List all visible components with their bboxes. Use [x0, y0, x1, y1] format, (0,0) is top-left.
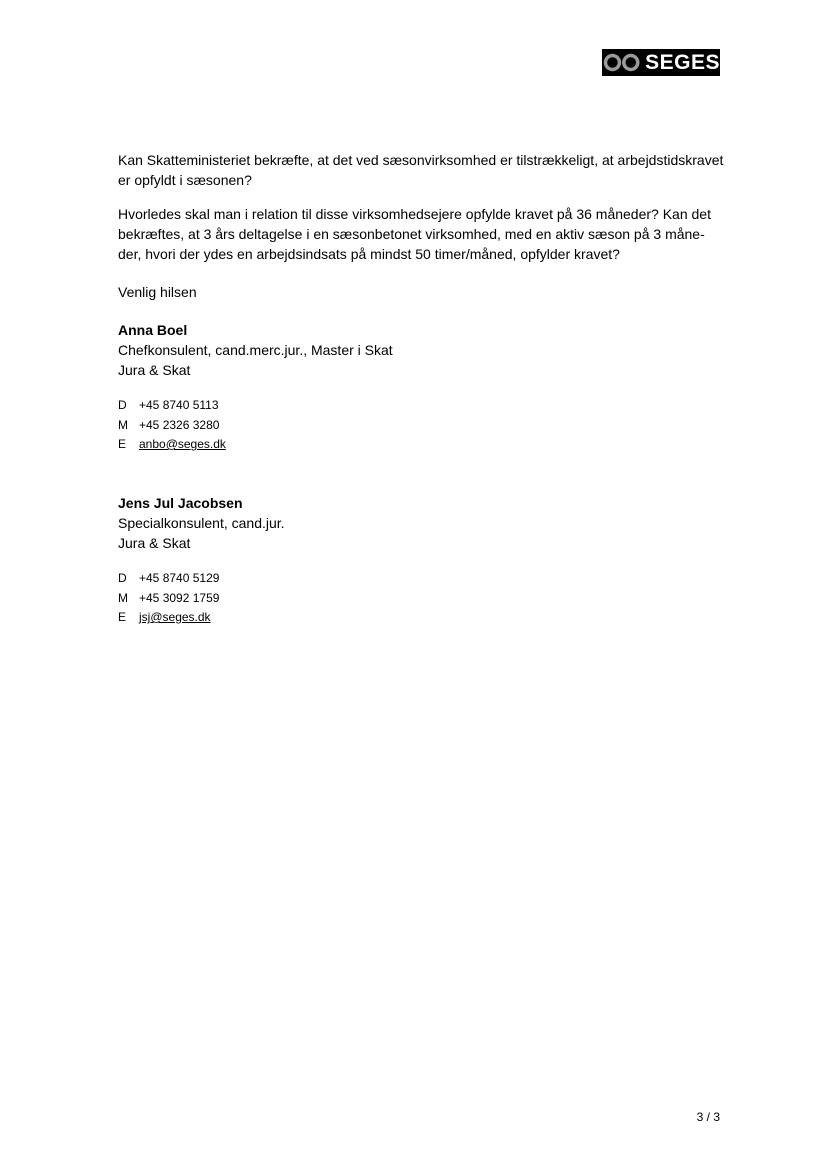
contact-list	[118, 396, 226, 455]
text-line: Hvorledes skal man i relation til disse virksomhedsejere opfylde kravet på 36 måneder? Kan det	[118, 206, 711, 222]
page-number: 3 / 3	[696, 1110, 720, 1124]
text-line: Kan Skatteministeriet bekræfte, at det ved sæsonvirksomhed er tilstrækkeligt, at arbejdstidskravet	[118, 152, 724, 168]
body-paragraph	[118, 204, 722, 264]
contact-phone-mobile: +45 2326 3280	[139, 417, 220, 432]
seges-logo-text: SEGES	[645, 51, 720, 74]
seges-logo	[602, 49, 720, 76]
text-line: bekræftes, at 3 års deltagelse i en sæsonbetonet virksomhed, med en aktiv sæson på 3 måne-	[118, 226, 705, 242]
contact-list	[118, 569, 219, 628]
contact-row-email	[118, 435, 226, 455]
contact-label: D	[118, 571, 127, 585]
contact-row-direct	[118, 569, 219, 589]
seges-logo-emblem-icon	[602, 49, 642, 76]
signature-block	[118, 493, 285, 553]
closing-greeting	[118, 282, 722, 302]
email-link[interactable]: anbo@seges.dk	[139, 437, 226, 451]
signature-title: Specialkonsulent, cand.jur.	[118, 515, 285, 531]
signature-department: Jura & Skat	[118, 362, 191, 378]
contact-label: E	[118, 437, 127, 451]
contact-label: E	[118, 610, 127, 624]
contact-row-mobile	[118, 416, 226, 436]
signature-department: Jura & Skat	[118, 535, 191, 551]
contact-row-mobile	[118, 589, 219, 609]
signature-name: Anna Boel	[118, 322, 188, 338]
contact-label: M	[118, 590, 128, 605]
signature-block	[118, 320, 393, 380]
text-line: er opfyldt i sæsonen?	[118, 172, 252, 188]
body-paragraph	[118, 150, 722, 190]
contact-row-direct	[118, 396, 226, 416]
signature-title: Chefkonsulent, cand.merc.jur., Master i Skat	[118, 342, 393, 358]
text-line: der, hvori der ydes en arbejdsindsats på mindst 50 timer/måned, opfylder kravet?	[118, 246, 620, 262]
email-link[interactable]: jsj@seges.dk	[139, 610, 211, 624]
contact-label: M	[118, 417, 128, 432]
contact-phone-mobile: +45 3092 1759	[139, 590, 220, 605]
contact-phone-direct: +45 8740 5129	[139, 571, 220, 585]
closing-text: Venlig hilsen	[118, 284, 197, 300]
contact-row-email	[118, 608, 219, 628]
signature-name: Jens Jul Jacobsen	[118, 495, 243, 511]
contact-phone-direct: +45 8740 5113	[139, 398, 219, 412]
contact-label: D	[118, 398, 127, 412]
